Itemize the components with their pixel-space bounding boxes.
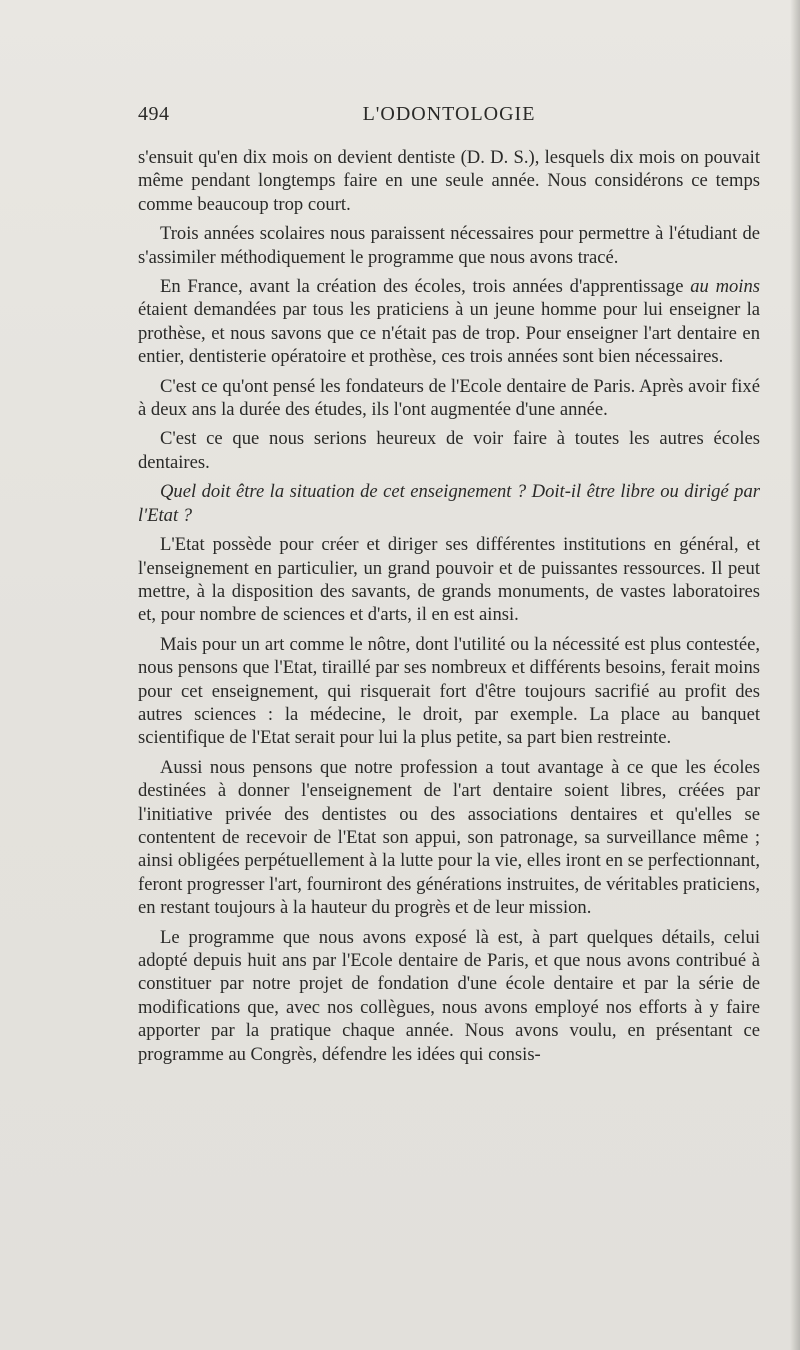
page-number: 494	[138, 103, 170, 125]
body-text	[138, 146, 760, 1072]
paragraph-6-question: Quel doit être la situation de cet enseignement ? Doit-il être libre ou dirigé par l'Etat ?	[138, 481, 760, 526]
paragraph-5: C'est ce que nous serions heureux de voir faire à toutes les autres écoles dentaires.	[138, 428, 760, 473]
paragraph-4: C'est ce qu'ont pensé les fondateurs de l'Ecole dentaire de Paris. Après avoir fixé à deux ans la durée des études, ils l'ont augmentée d'une année.	[138, 375, 760, 421]
paragraph-3-emphasis: au moins	[690, 276, 760, 298]
paragraph-3-end: étaient demandées par tous les praticiens à un jeune homme pour lui enseigner la prothèse, et nous savons que ce n'était pas de trop. Pour enseigner l'art dentaire en entier, dentisterie opératoire et prothèse, ces trois années sont bien nécessaires.	[138, 299, 760, 368]
paragraph-3	[138, 275, 760, 369]
page-edge-shadow	[790, 0, 800, 1350]
paragraph-10: Le programme que nous avons exposé là est, à part quelques détails, celui adopté depuis huit ans par l'Ecole dentaire de Paris, et que nous avons contribué à constituer par notre projet de fondation d'une école dentaire et par la série de modifications que, avec nos collègues, nous avons employé nos efforts à y faire apporter par la pratique chaque année. Nous avons voulu, en présentant ce programme au Congrès, défendre les idées qui consis-	[138, 926, 760, 1065]
paragraph-9: Aussi nous pensons que notre profession a tout avantage à ce que les écoles destinées à donner l'enseignement de l'art dentaire soient libres, créées par l'initiative privée des dentistes ou des associations dentaires et qu'elles se contentent de recevoir de l'Etat son appui, son patronage, sa surveillance même ; ainsi obligées perpétuellement à la lutte pour la vie, elles iront en se perfectionnant, feront progresser l'art, fourniront des générations instruites, de véritables praticiens, en restant toujours à la hauteur du progrès et de leur mission.	[138, 756, 760, 919]
running-title: L'ODONTOLOGIE	[362, 103, 536, 125]
page-header	[138, 103, 760, 133]
paragraph-7: L'Etat possède pour créer et diriger ses différentes institutions en général, et l'enseignement en particulier, un grand pouvoir et de puissantes ressources. Il peut mettre, à la disposition des savants, de grands monuments, de vastes laboratoires et, pour nombre de sciences et d'arts, il en est ainsi.	[138, 534, 760, 626]
paragraph-8: Mais pour un art comme le nôtre, dont l'utilité ou la nécessité est plus contestée, nous pensons que l'Etat, tiraillé par ses nombreux et différents besoins, ferait moins pour cet enseignement, qui risquerait fort d'être toujours sacrifié au profit des autres sciences : la médecine, le droit, par exemple. La place au banquet scientifique de l'Etat serait pour lui la plus petite, sa part bien restreinte.	[138, 633, 760, 749]
paragraph-1: s'ensuit qu'en dix mois on devient dentiste (D. D. S.), lesquels dix mois on pouvait même pendant longtemps faire en une seule année. Nous considérons ce temps comme beaucoup trop court.	[138, 147, 760, 215]
paragraph-3-start: En France, avant la création des écoles, trois années d'apprentissage	[160, 276, 691, 298]
paragraph-2: Trois années scolaires nous paraissent nécessaires pour permettre à l'étudiant de s'assimiler méthodiquement le programme que nous avons tracé.	[138, 223, 760, 268]
